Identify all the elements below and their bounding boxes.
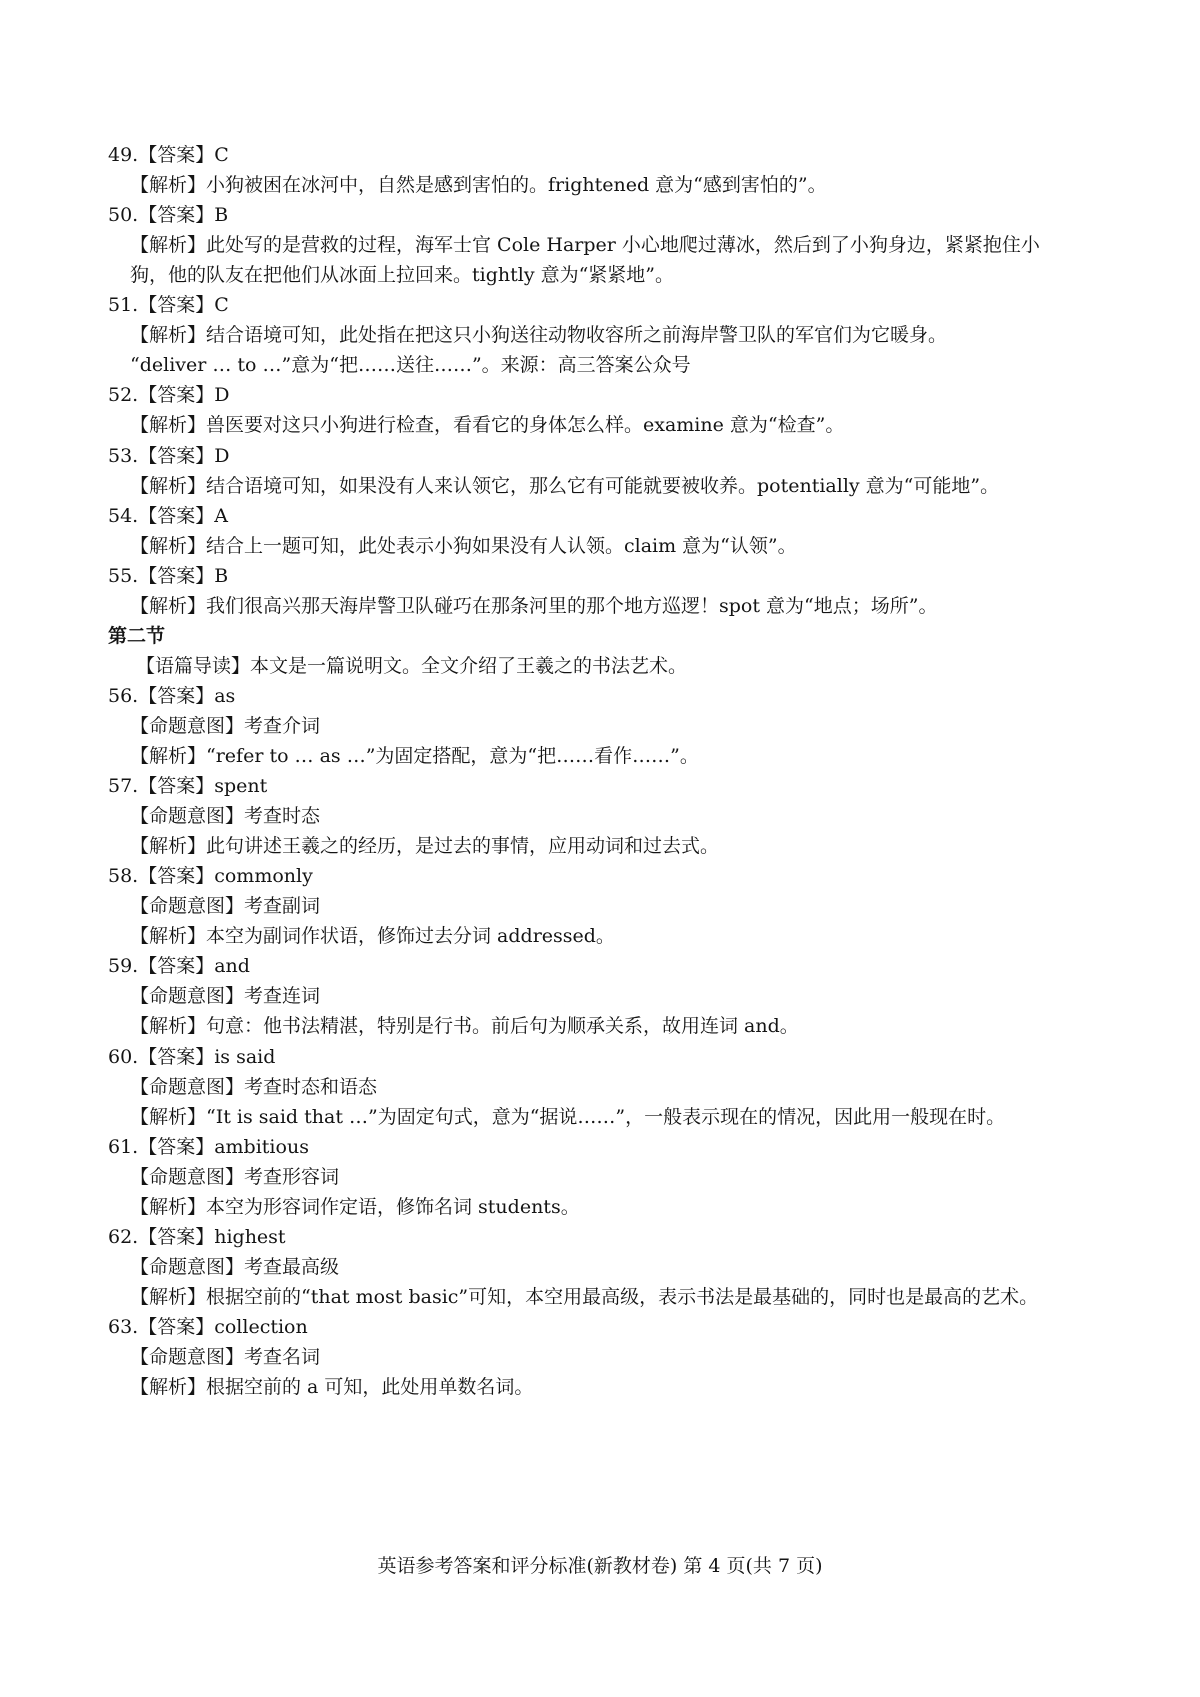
answer-line: 50.【答案】B bbox=[108, 204, 229, 226]
answer-line: 58.【答案】commonly bbox=[108, 865, 313, 887]
explanation-line: 【解析】“It is said that …”为固定句式，意为“据说……”，一般表示现在的情况，因此用一般现在时。 bbox=[130, 1106, 1006, 1128]
explanation-line: 【语篇导读】本文是一篇说明文。全文介绍了王羲之的书法艺术。 bbox=[136, 655, 688, 677]
answer-line: 49.【答案】C bbox=[108, 144, 229, 166]
answer-line: 55.【答案】B bbox=[108, 565, 229, 587]
explanation-line: 【解析】我们很高兴那天海岸警卫队碰巧在那条河里的那个地方巡逻！spot 意为“地点；场所”。 bbox=[130, 595, 938, 617]
section-heading: 第二节 bbox=[108, 625, 166, 647]
answer-line: 56.【答案】as bbox=[108, 685, 236, 707]
explanation-line: 【解析】兽医要对这只小狗进行检查，看看它的身体怎么样。examine 意为“检查”。 bbox=[130, 414, 845, 436]
answer-line: 53.【答案】D bbox=[108, 445, 230, 467]
explanation-line: 【解析】结合语境可知，此处指在把这只小狗送往动物收容所之前海岸警卫队的军官们为它暖身。 bbox=[130, 324, 948, 346]
explanation-line: 【解析】结合上一题可知，此处表示小狗如果没有人认领。claim 意为“认领”。 bbox=[130, 535, 797, 557]
explanation-line: 【命题意图】考查最高级 bbox=[130, 1256, 340, 1278]
explanation-line: 【命题意图】考查时态和语态 bbox=[130, 1076, 378, 1098]
answer-line: 54.【答案】A bbox=[108, 505, 228, 527]
explanation-line: 【解析】小狗被困在冰河中，自然是感到害怕的。frightened 意为“感到害怕的”。 bbox=[130, 174, 827, 196]
explanation-line: “deliver … to …”意为“把……送往……”。来源：高三答案公众号 bbox=[130, 354, 691, 376]
answer-line: 60.【答案】is said bbox=[108, 1046, 276, 1068]
explanation-line: 【解析】本空为形容词作定语，修饰名词 students。 bbox=[130, 1196, 580, 1218]
answer-line: 62.【答案】highest bbox=[108, 1226, 286, 1248]
answer-line: 51.【答案】C bbox=[108, 294, 229, 316]
explanation-line: 【命题意图】考查介词 bbox=[130, 715, 321, 737]
explanation-line: 【命题意图】考查副词 bbox=[130, 895, 321, 917]
answer-line: 63.【答案】collection bbox=[108, 1316, 308, 1338]
explanation-line: 【解析】根据空前的“that most basic”可知，本空用最高级，表示书法是最基础的，同时也是最高的艺术。 bbox=[130, 1286, 1039, 1308]
answer-line: 59.【答案】and bbox=[108, 955, 250, 977]
answer-line: 57.【答案】spent bbox=[108, 775, 268, 797]
answer-line: 61.【答案】ambitious bbox=[108, 1136, 309, 1158]
explanation-line: 【解析】本空为副词作状语，修饰过去分词 addressed。 bbox=[130, 925, 615, 947]
page-footer: 英语参考答案和评分标准(新教材卷) 第 4 页(共 7 页) bbox=[377, 1555, 823, 1577]
explanation-line: 狗，他的队友在把他们从冰面上拉回来。tightly 意为“紧紧地”。 bbox=[130, 264, 675, 286]
answer-line: 52.【答案】D bbox=[108, 384, 230, 406]
explanation-line: 【解析】此句讲述王羲之的经历，是过去的事情，应用动词和过去式。 bbox=[130, 835, 720, 857]
explanation-line: 【解析】此处写的是营救的过程，海军士官 Cole Harper 小心地爬过薄冰，然后到了小狗身边，紧紧抱住小 bbox=[130, 234, 1040, 256]
explanation-line: 【命题意图】考查名词 bbox=[130, 1346, 321, 1368]
explanation-line: 【解析】结合语境可知，如果没有人来认领它，那么它有可能就要被收养。potentially 意为“可能地”。 bbox=[130, 475, 1000, 497]
explanation-line: 【命题意图】考查形容词 bbox=[130, 1166, 340, 1188]
explanation-line: 【命题意图】考查时态 bbox=[130, 805, 321, 827]
explanation-line: 【命题意图】考查连词 bbox=[130, 985, 321, 1007]
explanation-line: 【解析】句意：他书法精湛，特别是行书。前后句为顺承关系，故用连词 and。 bbox=[130, 1015, 799, 1037]
explanation-line: 【解析】“refer to … as …”为固定搭配，意为“把……看作……”。 bbox=[130, 745, 699, 767]
explanation-line: 【解析】根据空前的 a 可知，此处用单数名词。 bbox=[130, 1376, 534, 1398]
